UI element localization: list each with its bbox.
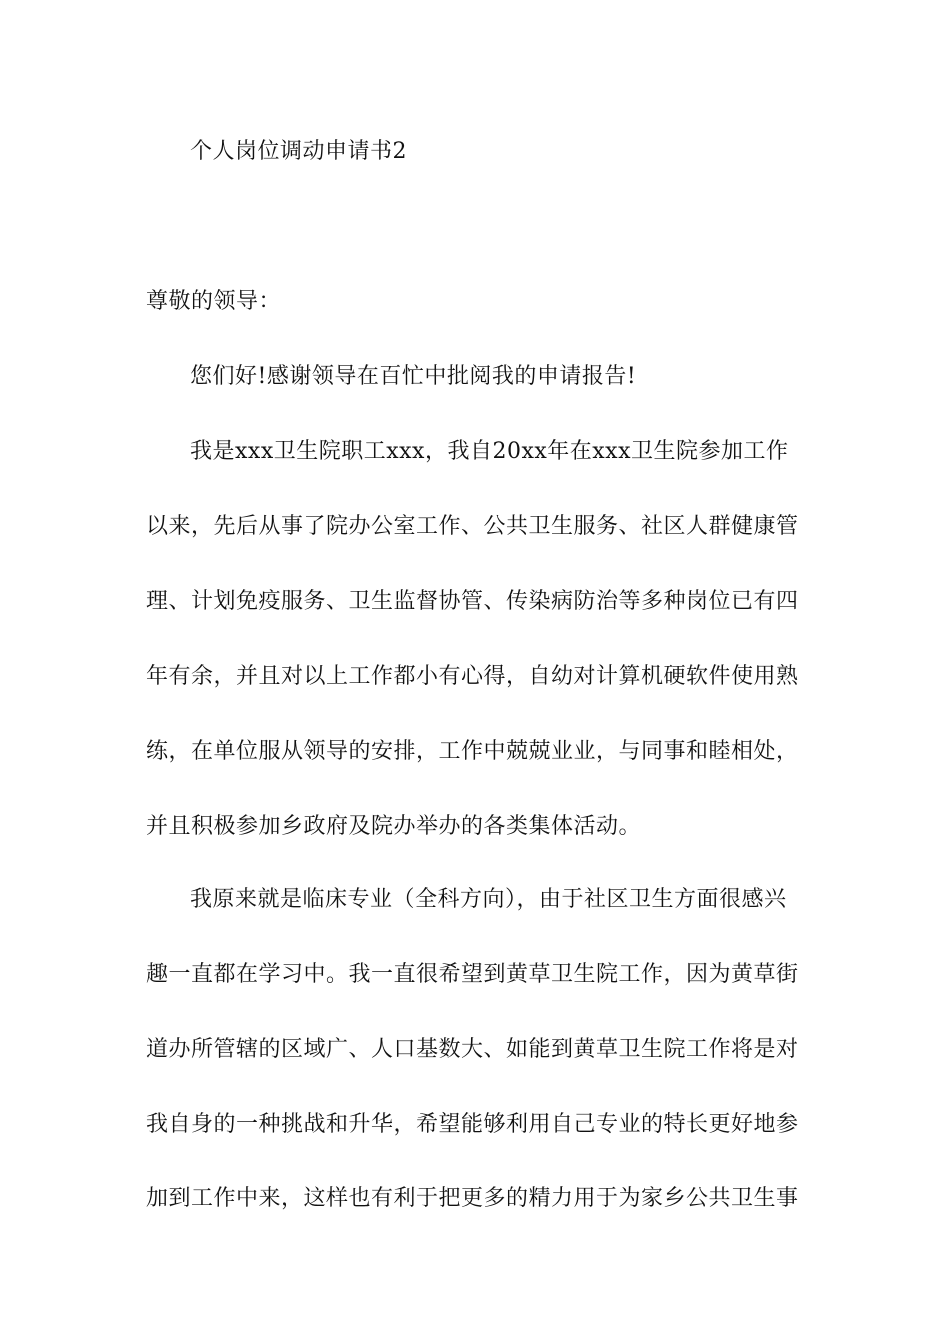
paragraph-line: 年有余，并且对以上工作都小有心得，自幼对计算机硬软件使用熟 — [146, 664, 799, 689]
paragraph-line: 我原来就是临床专业（全科方向），由于社区卫生方面很感兴 — [190, 887, 787, 912]
salutation: 尊敬的领导： — [146, 289, 282, 314]
paragraph-line: 道办所管辖的区域广、人口基数大、如能到黄草卫生院工作将是对 — [146, 1037, 799, 1062]
paragraph-line: 练，在单位服从领导的安排，工作中兢兢业业，与同事和睦相处， — [146, 739, 799, 764]
paragraph-line: 我自身的一种挑战和升华，希望能够利用自己专业的特长更好地参 — [146, 1112, 799, 1137]
paragraph-line: 以来，先后从事了院办公室工作、公共卫生服务、社区人群健康管 — [146, 514, 799, 539]
paragraph-line: 我是xxx卫生院职工xxx，我自20xx年在xxx卫生院参加工作 — [190, 439, 789, 464]
paragraph-line: 并且积极参加乡政府及院办举办的各类集体活动。 — [146, 814, 642, 839]
document-title: 个人岗位调动申请书2 — [190, 139, 407, 164]
paragraph-line: 您们好!感谢领导在百忙中批阅我的申请报告! — [190, 364, 637, 389]
paragraph-line: 趣一直都在学习中。我一直很希望到黄草卫生院工作，因为黄草街 — [146, 962, 799, 987]
paragraph-line: 加到工作中来，这样也有利于把更多的精力用于为家乡公共卫生事 — [146, 1186, 799, 1211]
paragraph-line: 理、计划免疫服务、卫生监督协管、传染病防治等多种岗位已有四 — [146, 589, 799, 614]
